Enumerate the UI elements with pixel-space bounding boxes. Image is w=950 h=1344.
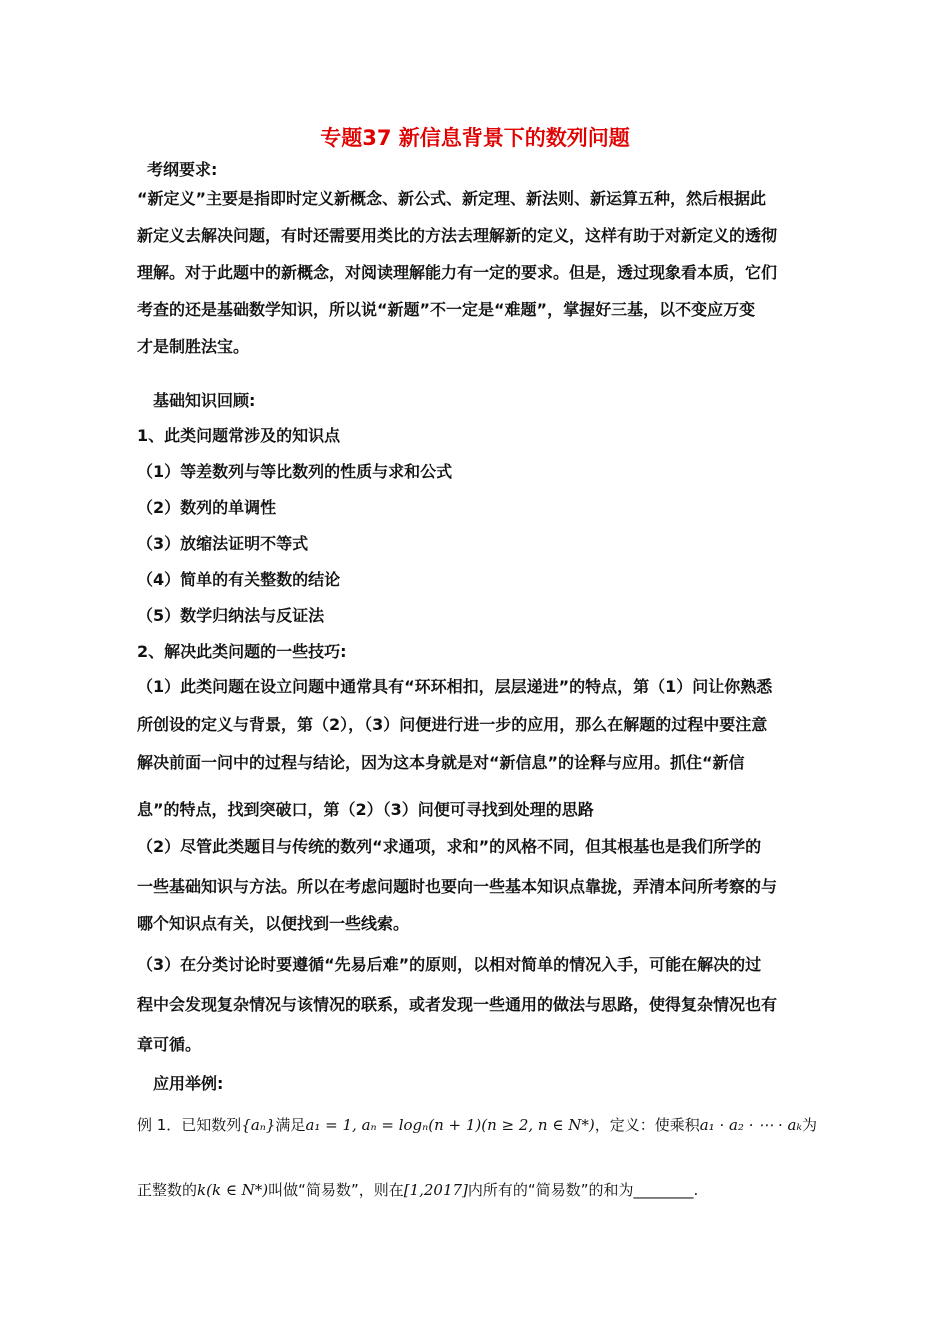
point1-item: （3）放缩法证明不等式 — [137, 534, 309, 553]
example-line-1 — [137, 1115, 817, 1135]
point1-item: （5）数学归纳法与反证法 — [137, 606, 325, 625]
kaogang-line: 新定义去解决问题，有时还需要用类比的方法去理解新的定义，这样有助于对新定义的透彻 — [137, 226, 778, 245]
point2-line: 一些基础知识与方法。所以在考虑问题时也要向一些基本知识点靠拢，弄清本问所考察的与 — [137, 877, 778, 896]
example-line-2 — [137, 1180, 698, 1200]
point1-item: （1）等差数列与等比数列的性质与求和公式 — [137, 462, 453, 481]
point2-line: （3）在分类讨论时要遵循“先易后难”的原则，以相对简单的情况入手，可能在解决的过 — [137, 955, 762, 974]
point1-item: （4）简单的有关整数的结论 — [137, 570, 341, 589]
point2-line: （1）此类问题在设立问题中通常具有“环环相扣，层层递进”的特点，第（1）问让你熟悉 — [137, 677, 773, 696]
yingyong-heading: 应用举例: — [153, 1074, 224, 1093]
point2-heading: 2、解决此类问题的一些技巧: — [137, 642, 347, 661]
kaogang-line: 才是制胜法宝。 — [137, 337, 250, 356]
example-text: 正整数的 — [137, 1181, 198, 1199]
point1-heading: 1、此类问题常涉及的知识点 — [137, 426, 341, 445]
example-text: 叫做“简易数”，则在 — [268, 1181, 404, 1199]
example-text: 例 1．已知数列 — [137, 1116, 242, 1134]
example-text: 为 — [801, 1116, 817, 1134]
product-formula: a₁ · a₂ · ⋯ · aₖ — [699, 1116, 802, 1134]
jichu-heading: 基础知识回顾: — [153, 391, 256, 410]
interval-formula: [1,2017] — [403, 1181, 468, 1199]
k-condition-formula: k(k ∈ N*) — [197, 1181, 269, 1199]
example-text: 内所有的“简易数”的和为________. — [467, 1181, 699, 1199]
point2-line: 章可循。 — [137, 1035, 202, 1054]
example-text: ，定义：使乘积 — [594, 1116, 700, 1134]
point2-line: 哪个知识点有关，以便找到一些线索。 — [137, 914, 410, 933]
point2-line: 程中会发现复杂情况与该情况的联系，或者发现一些通用的做法与思路，使得复杂情况也有 — [137, 995, 778, 1014]
point1-item: （2）数列的单调性 — [137, 498, 277, 517]
kaogang-line: 考查的还是基础数学知识，所以说“新题”不一定是“难题”，掌握好三基，以不变应万变 — [137, 300, 756, 319]
page-title: 专题37 新信息背景下的数列问题 — [320, 126, 630, 150]
point2-line: 息”的特点，找到突破口，第（2）（3）问便可寻找到处理的思路 — [137, 800, 594, 819]
sequence-formula: {aₙ} — [241, 1116, 276, 1134]
kaogang-line: “新定义”主要是指即时定义新概念、新公式、新定理、新法则、新运算五种，然后根据此 — [137, 189, 767, 208]
kaogang-heading: 考纲要求: — [147, 160, 218, 179]
example-text: 满足 — [275, 1116, 306, 1134]
condition-formula: a₁ = 1, aₙ = logₙ(n + 1)(n ≥ 2, n ∈ N*) — [305, 1116, 595, 1134]
point2-line: 解决前面一问中的过程与结论，因为这本身就是对“新信息”的诠释与应用。抓住“新信 — [137, 753, 745, 772]
point2-line: （2）尽管此类题目与传统的数列“求通项，求和”的风格不同，但其根基也是我们所学的 — [137, 837, 762, 856]
kaogang-line: 理解。对于此题中的新概念，对阅读理解能力有一定的要求。但是，透过现象看本质，它们 — [137, 263, 778, 282]
point2-line: 所创设的定义与背景，第（2），（3）问便进行进一步的应用，那么在解题的过程中要注意 — [137, 715, 768, 734]
